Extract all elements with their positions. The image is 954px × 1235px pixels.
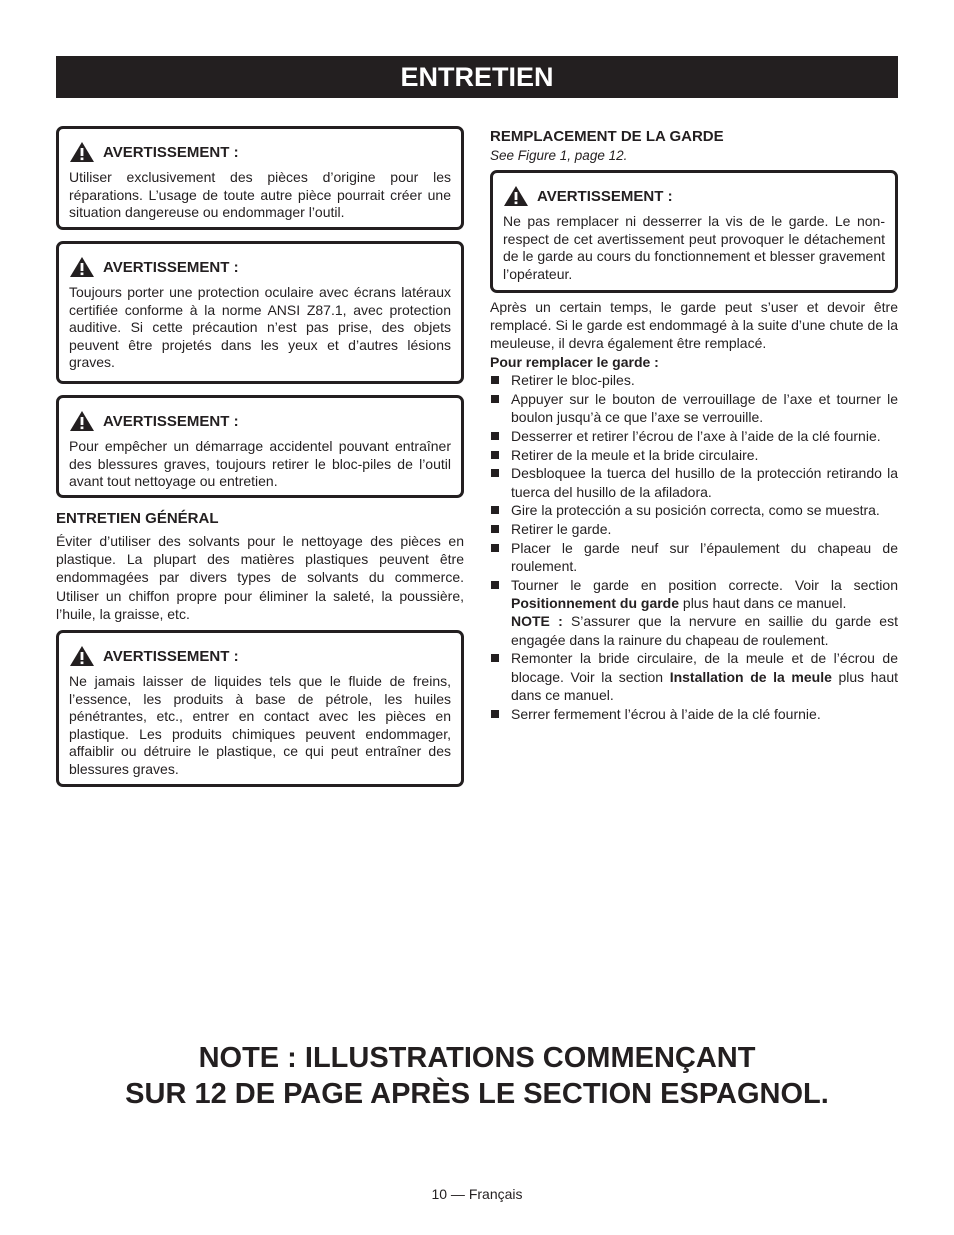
warning-heading [503, 183, 885, 209]
list-item [490, 576, 898, 649]
list-item: Desserrer et retirer l’écrou de l’axe à l’aide de la clé fournie. [490, 427, 898, 445]
list-item: Desbloquee la tuerca del husillo de la protección retirando la tuerca del husillo de la afiladora. [490, 464, 898, 500]
warning-heading [69, 408, 451, 434]
guard-replacement-steps [490, 371, 898, 723]
warning-box-battery-removal [56, 395, 464, 498]
warning-triangle-icon [69, 141, 95, 163]
warning-box-liquids [56, 630, 464, 787]
warning-label: AVERTISSEMENT : [103, 412, 239, 430]
note-text: S’assurer que la nervure en saillie du garde est engagée dans la rainure du chapeau de roulement. [511, 613, 898, 648]
warning-text: Utiliser exclusivement des pièces d’origine pour les réparations. L’usage de toute autre pièce pourrait créer une situation dangereuse ou endommager l’outil. [69, 169, 451, 221]
warning-triangle-icon [503, 185, 529, 207]
warning-triangle-icon [69, 645, 95, 667]
warning-heading [69, 139, 451, 165]
list-item: Placer le garde neuf sur l’épaulement du chapeau de roulement. [490, 539, 898, 575]
illustrations-note [56, 1040, 898, 1112]
step-text: Tourner le garde en position correcte. Voir la section [511, 576, 898, 593]
step-text: Remonter la bride circulaire, de la meule et de l’écrou de blocage. Voir la section [511, 650, 898, 685]
general-maintenance-title: ENTRETIEN GÉNÉRAL [56, 510, 219, 527]
list-item [490, 649, 898, 704]
warning-label: AVERTISSEMENT : [537, 187, 673, 205]
warning-box-eye-protection [56, 241, 464, 384]
note-label: NOTE : [511, 613, 563, 630]
steps-title: Pour remplacer le garde : [490, 354, 659, 370]
warning-triangle-icon [69, 256, 95, 278]
warning-text: Ne jamais laisser de liquides tels que le fluide de freins, l’essence, les produits à base de pétrole, les huiles pénétrantes, etc., entrer en contact avec les pièces en plastique. Les produits chimiques peuvent endommager, affaiblir ou détruire le plastique, ce qui peut entraîner des blessures graves. [69, 673, 451, 777]
note-line-1: NOTE : ILLUSTRATIONS COMMENÇANT [198, 1042, 756, 1074]
note-line-2: SUR 12 DE PAGE APRÈS LE SECTION ESPAGNOL. [125, 1078, 829, 1110]
general-maintenance-text: Éviter d’utiliser des solvants pour le nettoyage des pièces en plastique. La plupart des matières plastiques peuvent être endommagées par divers types de solvants du commerce. Utiliser un chiffon propre pour éliminer la saleté, la poussière, l’huile, la graisse, etc. [56, 533, 464, 622]
list-item: Appuyer sur le bouton de verrouillage de l’axe et tourner le boulon jusqu’à ce que l’axe se verrouille. [490, 390, 898, 426]
warning-text: Toujours porter une protection oculaire avec écrans latéraux certifiée conforme à la norme ANSI Z87.1, avec protection auditive. Si cette précaution n’est pas prise, des objets peuvent être projetés dans les yeux et d’autres lésions graves. [69, 284, 451, 371]
list-item: Serrer fermement l’écrou à l’aide de la clé fournie. [490, 705, 898, 723]
warning-box-guard-screw [490, 170, 898, 293]
section-reference: Positionnement du garde [511, 595, 680, 612]
guard-intro-text: Après un certain temps, le garde peut s’user et devoir être remplacé. Si le garde est endommagé à la suite d’une chute de la meuleuse, il devra également être remplacé. [490, 299, 898, 352]
warning-triangle-icon [69, 410, 95, 432]
warning-label: AVERTISSEMENT : [103, 647, 239, 665]
figure-reference: See Figure 1, page 12. [490, 148, 628, 163]
warning-heading [69, 254, 451, 280]
warning-label: AVERTISSEMENT : [103, 143, 239, 161]
list-item: Retirer le garde. [490, 520, 898, 538]
step-text: plus haut dans ce manuel. [511, 668, 898, 703]
guard-replacement-title: REMPLACEMENT DE LA GARDE [490, 128, 724, 145]
list-item: Retirer le bloc-piles. [490, 371, 898, 389]
list-item: Retirer de la meule et la bride circulaire. [490, 446, 898, 464]
warning-text: Pour empêcher un démarrage accidentel pouvant entraîner des blessures graves, toujours retirer le bloc-piles de l’outil avant tout nettoyage ou entretien. [69, 438, 451, 490]
section-reference: Installation de la meule [669, 668, 832, 685]
warning-heading [69, 643, 451, 669]
step-text: plus haut dans ce manuel. [679, 595, 847, 612]
warning-label: AVERTISSEMENT : [103, 258, 239, 276]
warning-text: Ne pas remplacer ni desserrer la vis de le garde. Le non-respect de cet avertissement peut provoquer le détachement de le garde au cours du fonctionnement et blesser gravement l’opérateur. [503, 213, 885, 282]
page-footer: 10 — Français [431, 1186, 523, 1202]
warning-box-original-parts [56, 126, 464, 230]
page-title: ENTRETIEN [56, 56, 898, 98]
list-item: Gire la protección a su posición correcta, como se muestra. [490, 501, 898, 519]
